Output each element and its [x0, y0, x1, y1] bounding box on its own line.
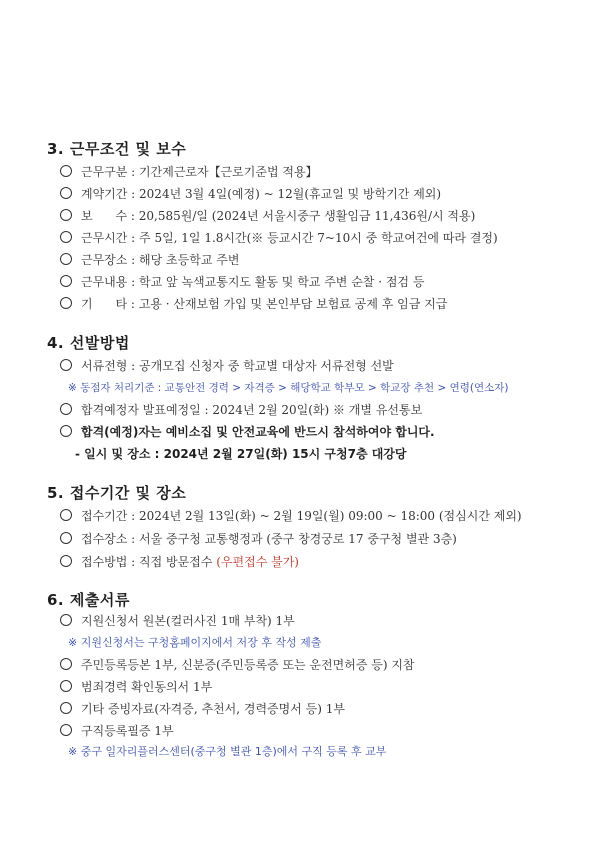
- circle-bullet-icon: [60, 509, 72, 521]
- circle-bullet-icon: [60, 231, 72, 243]
- list-item: 접수방법 : 직접 방문접수 (우편접수 불가): [60, 553, 299, 570]
- circle-bullet-icon: [60, 614, 72, 626]
- circle-bullet-icon: [60, 253, 72, 265]
- list-item: 구직등록필증 1부: [60, 722, 174, 739]
- list-item: 근무시간 : 주 5일, 1일 1.8시간(※ 등교시간 7~10시 중 학교여건에 따라 결정): [60, 229, 498, 246]
- list-item: 근무구분 : 기간제근로자【근로기준법 적용】: [60, 163, 318, 180]
- sub-item: - 일시 및 장소 : 2024년 2월 27일(화) 15시 구청7층 대강당: [75, 447, 407, 461]
- circle-bullet-icon: [60, 724, 72, 736]
- circle-bullet-icon: [60, 209, 72, 221]
- circle-bullet-icon: [60, 165, 72, 177]
- note-text: ※ 중구 일자리플러스센터(중구청 별관 1층)에서 구직 등록 후 교부: [68, 745, 387, 758]
- list-item: 지원신청서 원본(컬러사진 1매 부착) 1부: [60, 612, 295, 629]
- list-item: 기 타 : 고용 · 산재보험 가입 및 본인부담 보험료 공제 후 임금 지급: [60, 295, 447, 312]
- list-item: 근무장소 : 해당 초등학교 주변: [60, 251, 239, 268]
- list-item: 기타 증빙자료(자격증, 추천서, 경력증명서 등) 1부: [60, 700, 345, 717]
- list-item: 계약기간 : 2024년 3월 4일(예정) ~ 12월(휴교일 및 방학기간 제외): [60, 185, 441, 202]
- circle-bullet-icon: [60, 275, 72, 287]
- section-5-title: 5. 접수기간 및 장소: [47, 484, 187, 502]
- circle-bullet-icon: [60, 403, 72, 415]
- list-item: 접수장소 : 서울 중구청 교통행정과 (중구 창경궁로 17 중구청 별관 3층): [60, 530, 457, 547]
- circle-bullet-icon: [60, 555, 72, 567]
- section-6-title: 6. 제출서류: [47, 591, 130, 609]
- list-item: 접수기간 : 2024년 2월 13일(화) ~ 2월 19일(월) 09:00 ~ 18:00 (점심시간 제외): [60, 507, 522, 524]
- circle-bullet-icon: [60, 532, 72, 544]
- section-4-title: 4. 선발방법: [47, 334, 130, 352]
- list-item: 합격예정자 발표예정일 : 2024년 2월 20일(화) ※ 개별 유선통보: [60, 401, 422, 418]
- circle-bullet-icon: [60, 359, 72, 371]
- circle-bullet-icon: [60, 702, 72, 714]
- note-text: ※ 지원신청서는 구청홈페이지에서 저장 후 작성 제출: [68, 636, 322, 649]
- circle-bullet-icon: [60, 680, 72, 692]
- list-item: 근무내용 : 학교 앞 녹색교통지도 활동 및 학교 주변 순찰 · 점검 등: [60, 273, 424, 290]
- section-3-title: 3. 근무조건 및 보수: [47, 140, 187, 158]
- note-text: ※ 동점자 처리기준 : 교통안전 경력 > 자격증 > 해당학교 학부모 > 학교장 추천 > 연령(연소자): [68, 382, 509, 394]
- circle-bullet-icon: [60, 187, 72, 199]
- circle-bullet-icon: [60, 658, 72, 670]
- circle-bullet-icon: [60, 297, 72, 309]
- list-item: 서류전형 : 공개모집 신청자 중 학교별 대상자 서류전형 선발: [60, 357, 394, 374]
- circle-bullet-icon: [60, 425, 72, 437]
- list-item: 합격(예정)자는 예비소집 및 안전교육에 반드시 참석하여야 합니다.: [60, 423, 435, 440]
- list-item: 보 수 : 20,585원/일 (2024년 서울시중구 생활임금 11,436원/시 적용): [60, 207, 475, 224]
- warning-text: (우편접수 불가): [216, 555, 299, 569]
- list-item: 주민등록등본 1부, 신분증(주민등록증 또는 운전면허증 등) 지참: [60, 656, 415, 673]
- list-item: 범죄경력 확인동의서 1부: [60, 678, 212, 695]
